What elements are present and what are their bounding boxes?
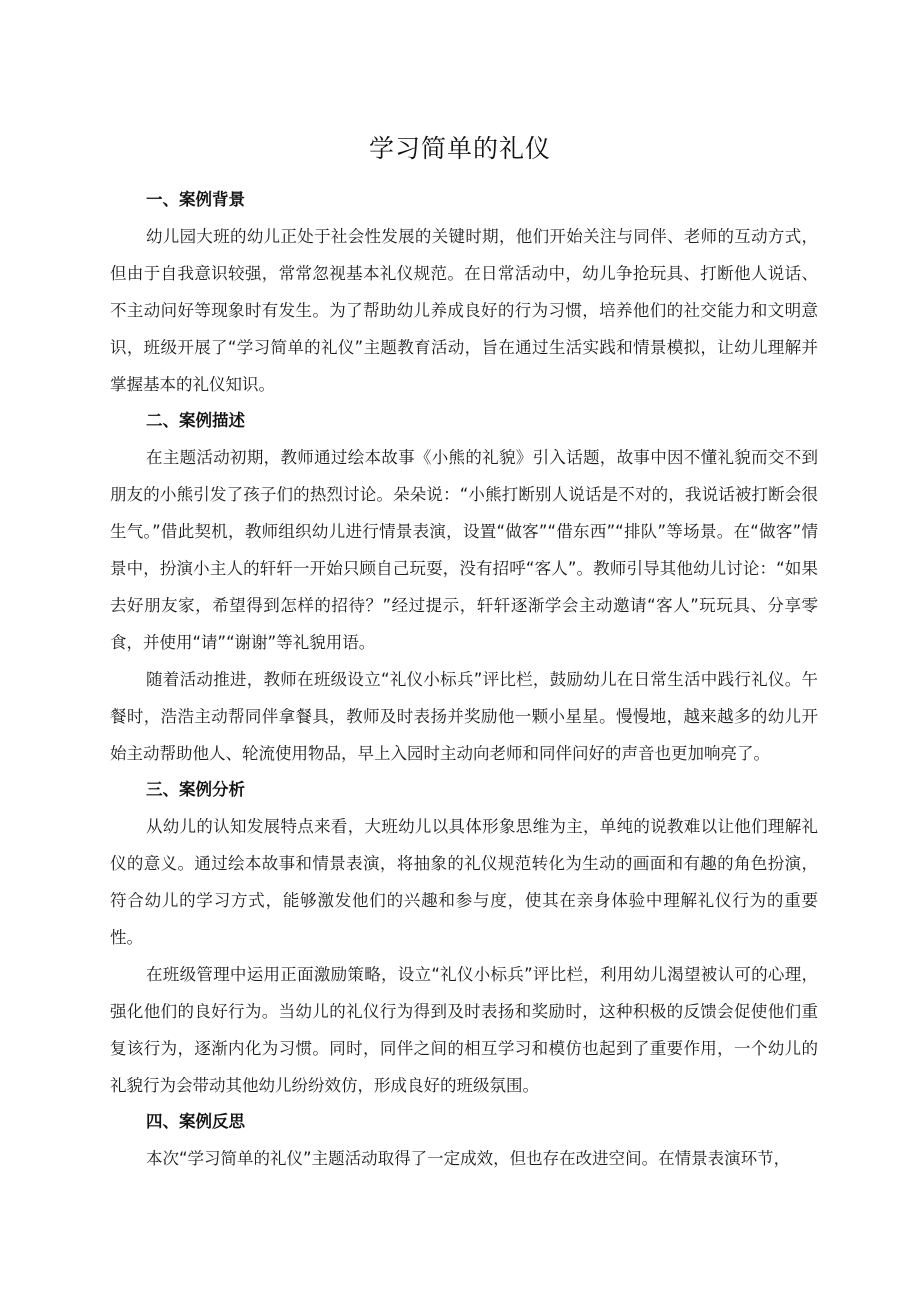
paragraph: 从幼儿的认知发展特点来看，大班幼儿以具体形象思维为主，单纯的说教难以让他们理解礼仪的意义。通过绘本故事和情景表演，将抽象的礼仪规范转化为生动的画面和有趣的角色扮演，符合幼儿的学习方式，能够激发他们的兴趣和参与度，使其在亲身体验中理解礼仪行为的重要性。 [110,817,818,947]
paragraph: 本次“学习简单的礼仪”主题活动取得了一定成效，但也存在改进空间。在情景表演环节， [146,1149,791,1168]
paragraph: 在主题活动初期，教师通过绘本故事《小熊的礼貌》引入话题，故事中因不懂礼貌而交不到朋友的小熊引发了孩子们的热烈讨论。朵朵说：“小熊打断别人说话是不对的，我说话被打断会很生气。”借此契机，教师组织幼儿进行情景表演，设置“做客”“借东西”“排队”等场景。在“做客”情景中，扮演小主人的轩轩一开始只顾自己玩耍，没有招呼“客人”。教师引导其他幼儿讨论：“如果去好朋友家，希望得到怎样的招待？”经过提示，轩轩逐渐学会主动邀请“客人”玩玩具、分享零食，并使用“请”“谢谢”等礼貌用语。 [110,448,818,652]
section-background [110,182,818,403]
document-title: 学习简单的礼仪 [368,133,551,163]
section-heading: 二、案例描述 [146,411,245,430]
section-description [110,403,818,772]
section-heading: 一、案例背景 [146,190,245,209]
paragraph: 幼儿园大班的幼儿正处于社会性发展的关键时期，他们开始关注与同伴、老师的互动方式，但由于自我意识较强，常常忽视基本礼仪规范。在日常活动中，幼儿争抢玩具、打断他人说话、不主动问好等现象时有发生。为了帮助幼儿养成良好的行为习惯，培养他们的社交能力和文明意识，班级开展了“学习简单的礼仪”主题教育活动，旨在通过生活实践和情景模拟，让幼儿理解并掌握基本的礼仪知识。 [110,227,818,394]
section-analysis [110,772,818,1104]
paragraph: 随着活动推进，教师在班级设立“礼仪小标兵”评比栏，鼓励幼儿在日常生活中践行礼仪。午餐时，浩浩主动帮同伴拿餐具，教师及时表扬并奖励他一颗小星星。慢慢地，越来越多的幼儿开始主动帮助他人、轮流使用物品，早上入园时主动向老师和同伴问好的声音也更加响亮了。 [110,670,818,763]
section-heading: 三、案例分析 [146,780,245,799]
section-reflection [110,1104,818,1177]
document-body [110,182,818,1177]
section-heading: 四、案例反思 [146,1112,245,1131]
paragraph: 在班级管理中运用正面激励策略，设立“礼仪小标兵”评比栏，利用幼儿渴望被认可的心理，强化他们的良好行为。当幼儿的礼仪行为得到及时表扬和奖励时，这种积极的反馈会促使他们重复该行为，逐渐内化为习惯。同时，同伴之间的相互学习和模仿也起到了重要作用，一个幼儿的礼貌行为会带动其他幼儿纷纷效仿，形成良好的班级氛围。 [110,965,818,1095]
